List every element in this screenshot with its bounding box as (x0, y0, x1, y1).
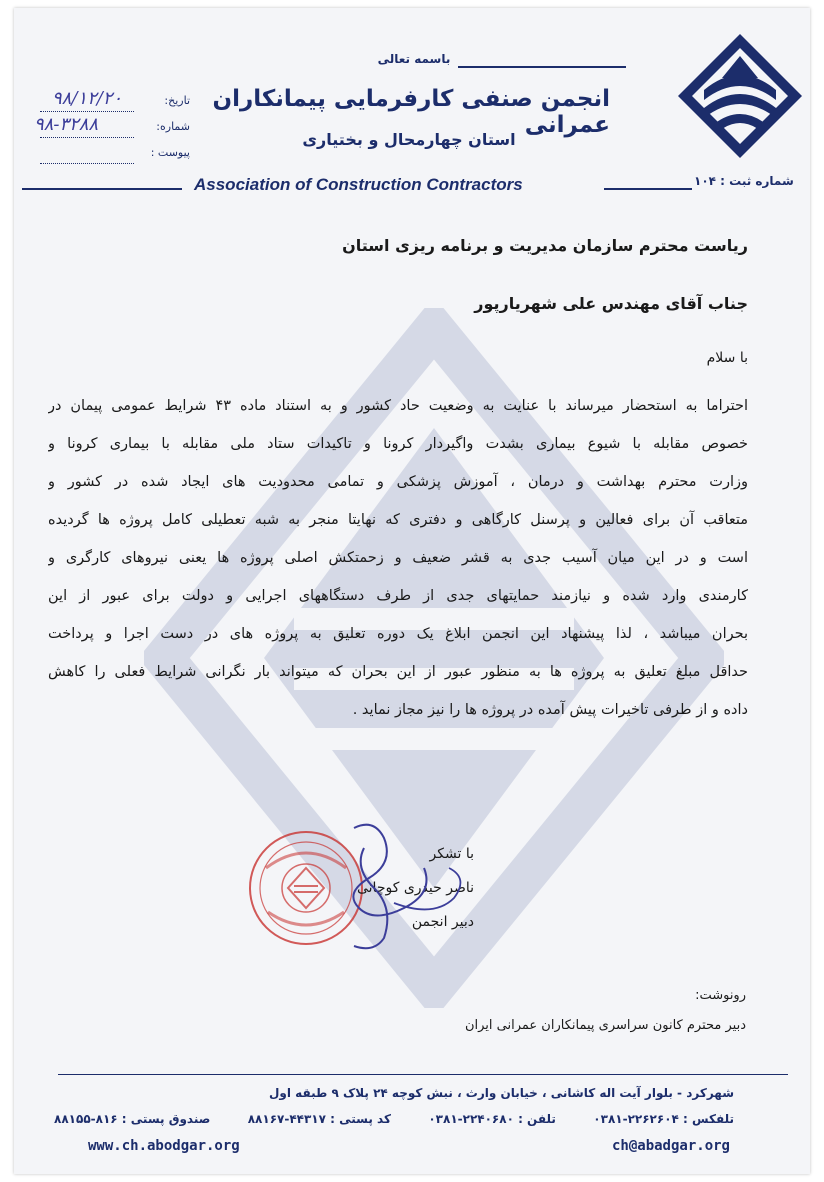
body-line: احتراما به استحضار میرساند با عنایت به وضعیت حاد کشور و به استناد ماده ۴۳ شرایط عمومی پیمان در (48, 398, 748, 414)
meta-number-row (34, 114, 194, 140)
body-line: متعاقب آن برای فعالین و پرسنل کارگاهی و دفتری که نهایتا منجر به شبه تعطیلی کامل پروژه ها گردیده (48, 512, 748, 528)
number-value: ۹۸-۳۲۸۸ (34, 114, 99, 135)
body-line: بحران میباشد ، لذا پیشنهاد این انجمن ابلاغ یک دوره تعلیق به پروژه های در دست اجرا و پرداخت (48, 626, 748, 642)
body-line: حداقل مبلغ تعلیق به پروژه ها به منظور عبور از این بحران که میتواند بار نگرانی شرایط فعلی را کاهش (48, 664, 748, 680)
salutation: با سلام (706, 350, 748, 366)
attachment-dots (40, 163, 134, 164)
footer-address: شهرکرد - بلوار آیت اله کاشانی ، خیابان وارث ، نبش کوچه ۲۴ پلاک ۹ طبقه اول (269, 1086, 734, 1100)
closing-text: با تشکر (429, 846, 474, 862)
footer-contacts (54, 1112, 734, 1130)
association-name-en: Association of Construction Contractors (194, 175, 523, 194)
meta-attachment-row (34, 146, 194, 166)
footer-rule (58, 1074, 788, 1075)
body-line: داده و از طرفی تاخیرات پیش آمده در پروژه ها را نیز مجاز نماید . (352, 702, 748, 718)
footer-email: ch@abadgar.org (611, 1138, 730, 1154)
basmala: باسمه تعالی (377, 52, 451, 66)
date-label: تاریخ: (164, 94, 190, 107)
association-logo-icon (674, 30, 806, 162)
number-dots (40, 137, 134, 138)
signer-name: ناصر حیدری کوچانی (356, 880, 474, 896)
body-line: است و در این میان آسیب جدی به قشر ضعیف و زحمتکش اصلی پروژه ها یعنی نیروهای کارگری و (48, 550, 748, 566)
date-dots (40, 111, 134, 112)
footer-phone: تلفن : ۲۲۴۰۶۸۰-۰۳۸۱ (428, 1112, 556, 1126)
signer-title: دبیر انجمن (411, 914, 474, 930)
cc-label: رونوشت: (695, 988, 746, 1003)
body-line: وزارت محترم بهداشت و درمان ، آموزش پزشکی و تمامی محدودیت های ایجاد شده در کشور و (48, 474, 748, 490)
province-name: استان چهارمحال و بختیاری (302, 130, 516, 149)
handwritten-signature-icon (264, 808, 474, 958)
recipient-line-2: جناب آقای مهندس علی شهریارپور (474, 294, 748, 313)
registration-number: شماره ثبت : ۱۰۴ (694, 174, 794, 188)
footer-po-box: صندوق پستی : ۸۱۶-۸۸۱۵۵ (54, 1112, 211, 1126)
meta-date-row (34, 88, 194, 114)
letter-page (14, 8, 810, 1174)
date-value: ۹۸/۱۲/۲۰ (52, 88, 123, 109)
header-top-rule (458, 66, 626, 68)
association-name-fa: انجمن صنفی کارفرمایی پیمانکاران عمرانی (212, 86, 610, 138)
number-label: شماره: (156, 120, 190, 133)
header-rule-left (22, 188, 182, 190)
header-rule-right (604, 188, 692, 190)
footer-postal-code: کد پستی : ۴۴۳۱۷-۸۸۱۶۷ (247, 1112, 391, 1126)
attachment-label: پیوست : (150, 146, 190, 159)
cc-text: دبیر محترم کانون سراسری پیمانکاران عمرانی ایران (464, 1018, 746, 1033)
body-line: کارمندی وارد شده و نیازمند حمایتهای جدی از طرف دستگاههای اجرایی و دولت برای عبور از این (48, 588, 748, 604)
letter-meta (34, 88, 194, 174)
recipient-line-1: ریاست محترم سازمان مدیریت و برنامه ریزی استان (342, 236, 748, 255)
footer-website: www.ch.abodgar.org (88, 1138, 240, 1154)
body-line: خصوص مقابله با شیوع بیماری بشدت واگیردار کرونا و تاکیدات ستاد ملی مقابله با بیماری کرونا و (48, 436, 748, 452)
footer-telefax: تلفکس : ۲۲۶۲۶۰۴-۰۳۸۱ (593, 1112, 734, 1126)
